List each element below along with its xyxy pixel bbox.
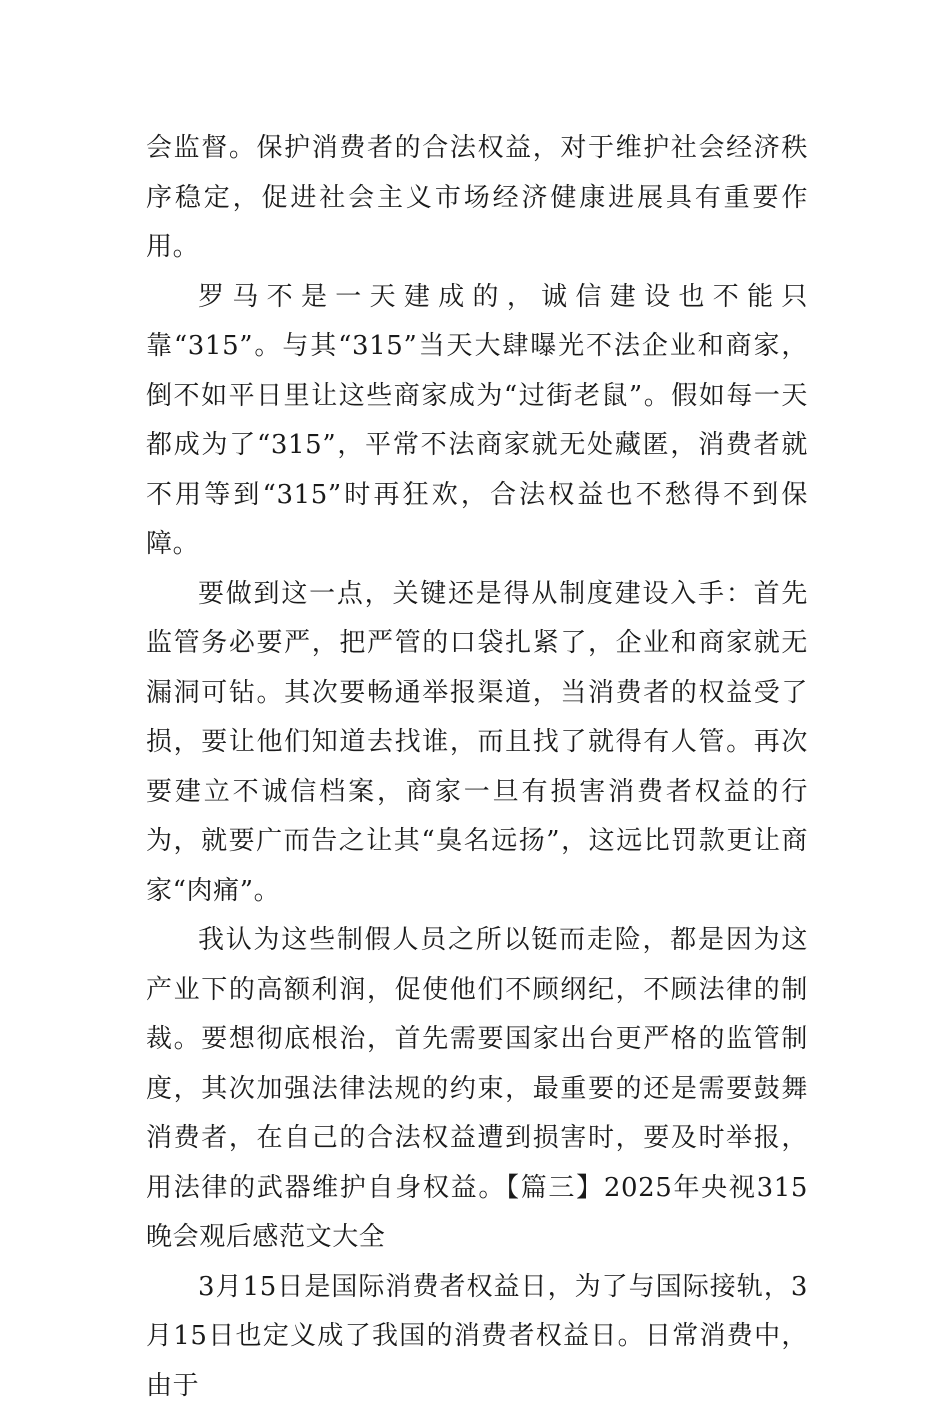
paragraph-2: 罗马不是一天建成的，诚信建设也不能只靠“315”。与其“315”当天大肆曝光不法企业和商家，倒不如平日里让这些商家成为“过街老鼠”。假如每一天都成为了“315”，平常不法商家就无处藏匿，消费者就不用等到“315”时再狂欢，合法权益也不愁得不到保障。 bbox=[146, 273, 808, 570]
document-page bbox=[146, 124, 808, 1411]
paragraph-5: 3月15日是国际消费者权益日，为了与国际接轨，3月15日也定义成了我国的消费者权益日。日常消费中，由于 bbox=[146, 1263, 808, 1411]
paragraph-1: 会监督。保护消费者的合法权益，对于维护社会经济秩序稳定，促进社会主义市场经济健康进展具有重要作用。 bbox=[146, 124, 808, 273]
paragraph-4: 我认为这些制假人员之所以铤而走险，都是因为这产业下的高额利润，促使他们不顾纲纪，不顾法律的制裁。要想彻底根治，首先需要国家出台更严格的监管制度，其次加强法律法规的约束，最重要的还是需要鼓舞消费者，在自己的合法权益遭到损害时，要及时举报，用法律的武器维护自身权益。【篇三】2025年央视315晚会观后感范文大全 bbox=[146, 916, 808, 1263]
paragraph-3: 要做到这一点，关键还是得从制度建设入手：首先监管务必要严，把严管的口袋扎紧了，企业和商家就无漏洞可钻。其次要畅通举报渠道，当消费者的权益受了损，要让他们知道去找谁，而且找了就得有人管。再次要建立不诚信档案，商家一旦有损害消费者权益的行为，就要广而告之让其“臭名远扬”，这远比罚款更让商家“肉痛”。 bbox=[146, 570, 808, 917]
